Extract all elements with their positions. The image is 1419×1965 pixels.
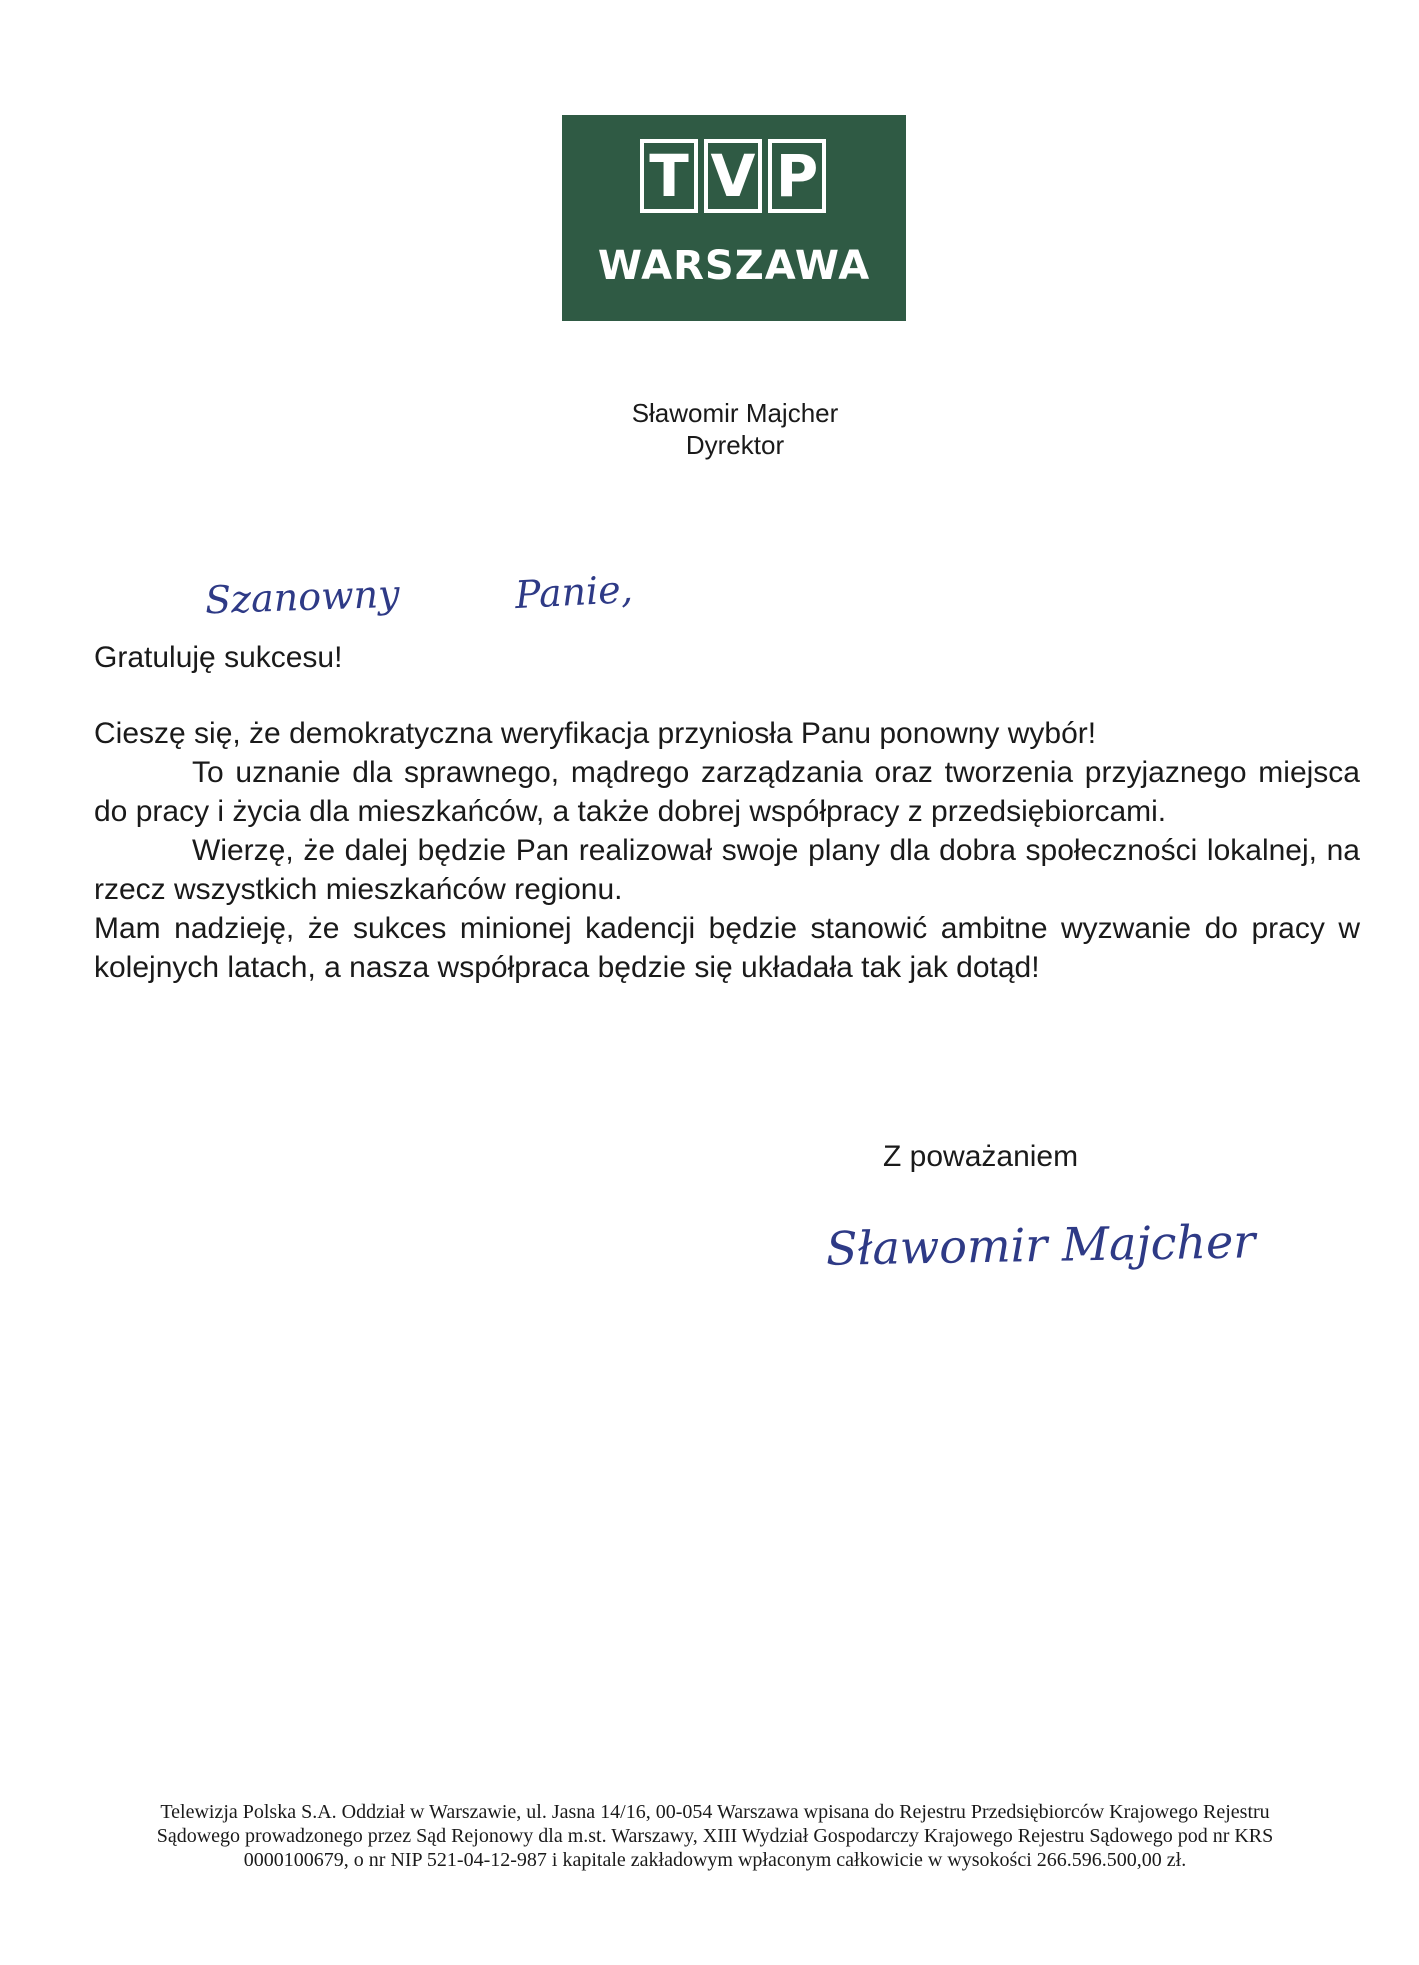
handwritten-salutation-1: Szanowny [204, 571, 401, 623]
paragraph-2: To uznanie dla sprawnego, mądrego zarządzania oraz tworzenia przyjaznego miejsca do pracy i życia dla mieszkańców, a także dobrej współpracy z przedsiębiorcami. [94, 756, 1360, 828]
logo-letter-t: T [640, 139, 698, 213]
closing-text: Z poważaniem [883, 1140, 1079, 1173]
logo-letter-p: P [768, 139, 826, 213]
paragraph-3: Wierzę, że dalej będzie Pan realizował swoje plany dla dobra społeczności lokalnej, na rzecz wszystkich mieszkańców regionu. [94, 834, 1360, 906]
letter-greeting [94, 638, 1360, 677]
footer-line-1: Telewizja Polska S.A. Oddział w Warszawie, ul. Jasna 14/16, 00-054 Warszawa wpisana do Rejestru Przedsiębiorców Krajowego Rejestru [160, 1801, 1270, 1823]
logo-letter-v: V [704, 139, 762, 213]
sender-name: Sławomir Majcher [631, 398, 839, 428]
letter-body [94, 714, 1360, 987]
logo-city: WARSZAWA [597, 243, 871, 289]
company-footer [70, 1800, 1360, 1872]
tvp-warszawa-logo [562, 115, 906, 321]
logo-letters [640, 139, 826, 213]
greeting-text: Gratuluję sukcesu! [94, 641, 343, 674]
handwritten-signature: Sławomir Majcher [825, 1214, 1256, 1276]
handwritten-salutation-2: Panie, [513, 566, 634, 618]
footer-line-2: Sądowego prowadzonego przez Sąd Rejonowy dla m.st. Warszawy, XIII Wydział Gospodarczy Krajowego Rejestru Sądowego pod nr KRS [156, 1825, 1274, 1847]
sender-title: Dyrektor [685, 430, 785, 460]
paragraph-4: Mam nadzieję, że sukces minionej kadencji będzie stanowić ambitne wyzwanie do pracy w kolejnych latach, a nasza współpraca będzie się układała tak jak dotąd! [94, 912, 1360, 984]
paragraph-1: Cieszę się, że demokratyczna weryfikacja przyniosła Panu ponowny wybór! [94, 717, 1097, 750]
footer-line-3: 0000100679, o nr NIP 521-04-12-987 i kapitale zakładowym wpłaconym całkowicie w wysokości 266.596.500,00 zł. [243, 1849, 1187, 1871]
